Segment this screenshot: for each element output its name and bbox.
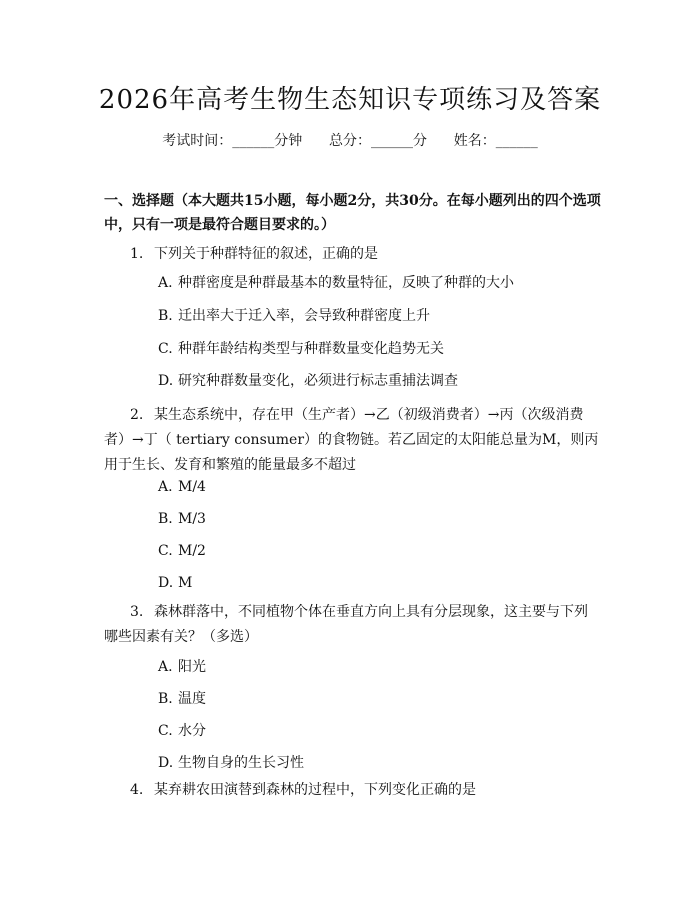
option-text: 种群年龄结构类型与种群数量变化趋势无关 <box>178 341 444 357</box>
question-4 <box>104 778 600 803</box>
option-2b <box>158 508 598 530</box>
question-text: 某生态系统中，存在甲（生产者）→乙（初级消费者）→丙（次级消费者）→丁（ tertiary consumer）的食物链。若乙固定的太阳能总量为M，则丙用于生长、发育和繁殖的能量最多不超过 <box>104 407 599 473</box>
option-1d <box>158 370 598 392</box>
question-number: 4. <box>130 782 144 798</box>
option-text: 迁出率大于迁入率，会导致种群密度上升 <box>178 308 430 324</box>
question-number: 1. <box>130 246 144 262</box>
question-1 <box>104 242 600 267</box>
option-letter: B. <box>158 511 173 527</box>
option-3b <box>158 688 598 710</box>
question-text: 某弃耕农田演替到森林的过程中，下列变化正确的是 <box>154 782 476 798</box>
section-heading: 一、选择题（本大题共15小题，每小题2分，共30分。在每小题列出的四个选项中，只有一项是最符合题目要求的。） <box>104 193 601 233</box>
option-3a <box>158 656 598 678</box>
option-1c <box>158 338 598 360</box>
question-2 <box>104 403 600 478</box>
option-text: 阳光 <box>178 659 206 675</box>
option-text: M/4 <box>178 479 206 495</box>
option-3d <box>158 752 598 774</box>
option-letter: C. <box>158 543 173 559</box>
option-letter: A. <box>158 479 173 495</box>
option-letter: B. <box>158 308 173 324</box>
option-letter: D. <box>158 755 174 771</box>
option-letter: C. <box>158 341 173 357</box>
option-2a <box>158 476 598 498</box>
option-letter: D. <box>158 373 174 389</box>
option-text: 种群密度是种群最基本的数量特征，反映了种群的大小 <box>178 275 514 291</box>
option-text: 温度 <box>178 691 206 707</box>
question-3 <box>104 600 600 650</box>
option-1b <box>158 305 598 327</box>
option-text: 生物自身的生长习性 <box>178 755 304 771</box>
option-text: 水分 <box>178 723 206 739</box>
question-text: 下列关于种群特征的叙述，正确的是 <box>154 246 378 262</box>
option-2c <box>158 540 598 562</box>
option-text: 研究种群数量变化，必须进行标志重捕法调查 <box>178 373 458 389</box>
option-text: M/3 <box>178 511 206 527</box>
option-1a <box>158 272 598 294</box>
option-text: M <box>178 575 193 591</box>
option-letter: B. <box>158 691 173 707</box>
page-title: 2026年高考生物生态知识专项练习及答案 <box>98 85 602 115</box>
option-2d <box>158 572 598 594</box>
option-letter: A. <box>158 659 173 675</box>
option-3c <box>158 720 598 742</box>
option-letter: A. <box>158 275 173 291</box>
question-number: 3. <box>130 604 144 620</box>
option-text: M/2 <box>178 543 206 559</box>
exam-info-line: 考试时间：______分钟 总分：______分 姓名：______ <box>162 133 538 149</box>
option-letter: D. <box>158 575 174 591</box>
question-text: 森林群落中，不同植物个体在垂直方向上具有分层现象，这主要与下列哪些因素有关？（多选） <box>104 604 588 645</box>
option-letter: C. <box>158 723 173 739</box>
question-number: 2. <box>130 407 144 423</box>
